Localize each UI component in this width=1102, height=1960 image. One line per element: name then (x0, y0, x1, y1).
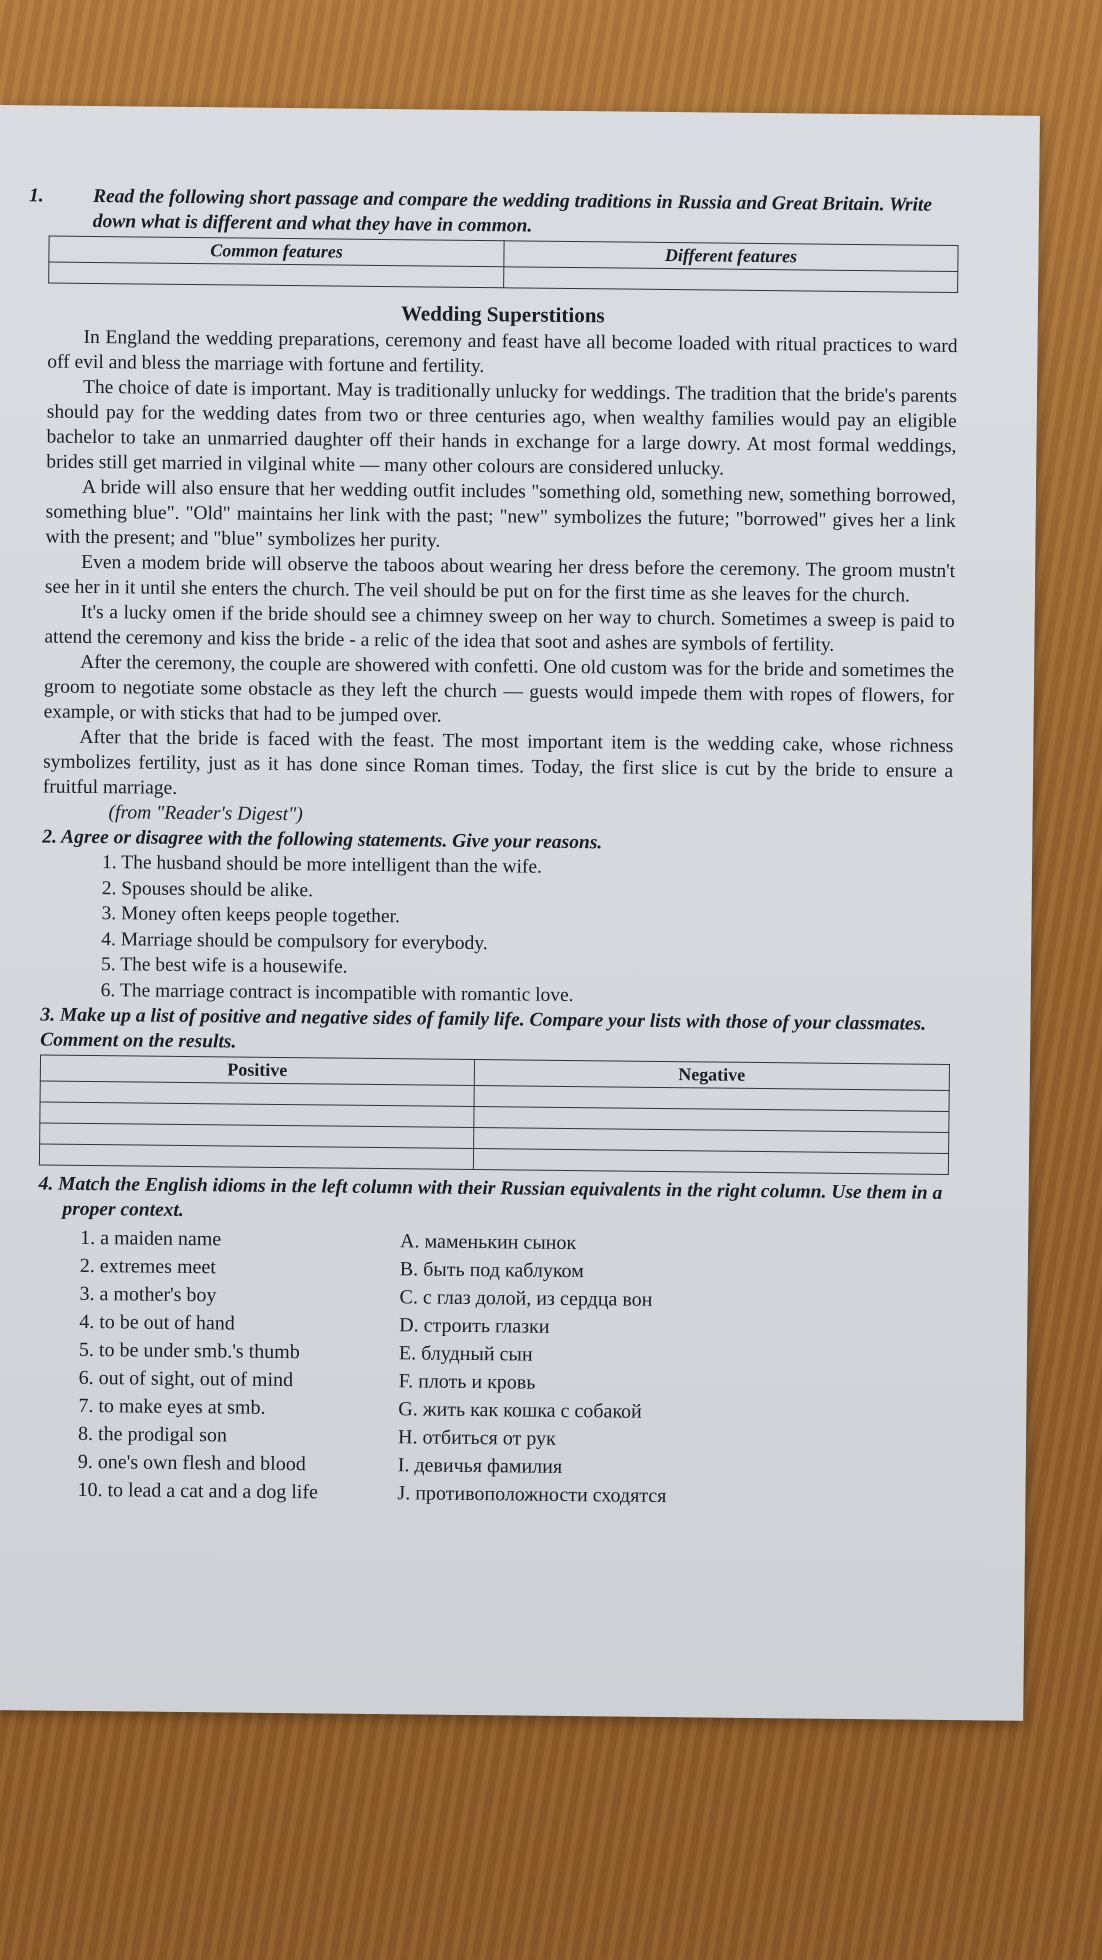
english-idiom: 7. to make eyes at smb. (78, 1394, 266, 1419)
passage-paragraph: Even a modem bride will observe the taboos about wearing her dress before the ceremony. The groom mustn't see her in it until she enters the church. The veil should be put on for the first time as she leaves for the church. (44, 551, 956, 607)
russian-equivalent: H. отбиться от рук (397, 1426, 556, 1450)
russian-equivalent: D. строить глазки (399, 1314, 550, 1338)
russian-equivalent: I. девичья фамилия (397, 1454, 563, 1478)
task-4-text: Match the English idioms in the left column with their Russian equivalents in the right column. Use them in a proper context. (58, 1173, 943, 1221)
task-3-table (39, 1054, 950, 1175)
english-idiom: 9. one's own flesh and blood (77, 1450, 306, 1476)
task-4-number: 4. (38, 1173, 54, 1195)
passage-paragraph: After that the bride is faced with the feast. The most important item is the wedding cake, whose richness symbolizes fertility, just as it has done since Roman times. Today, the first slice is cut by the bride to ensure a fruitful marriage. (42, 726, 954, 799)
task-2-text: Agree or disagree with the following statements. Give your reasons. (61, 826, 603, 854)
english-idiom: 6. out of sight, out of mind (78, 1366, 294, 1392)
english-idiom: 3. a mother's boy (79, 1282, 217, 1307)
task-2-number: 2. (42, 826, 58, 848)
task-1-text: Read the following short passage and compare the wedding traditions in Russia and Great Britain. Write down what is different and what they have in common. (92, 185, 933, 237)
passage-paragraph: It's a lucky omen if the bride should see a chimney sweep on her way to church. Sometimes a sweep is paid to attend the ceremony and kiss the bride - a relic of the idea that soot and ashes are symbols of fertility. (44, 601, 955, 656)
statement-item: 4. Marriage should be compulsory for everybody. (101, 928, 488, 954)
common-features-header: Common features (49, 236, 504, 267)
russian-equivalent: J. противоположности сходятся (397, 1482, 667, 1508)
english-idiom: 4. to be out of hand (79, 1310, 235, 1335)
russian-equivalents-column (397, 1227, 669, 1510)
russian-equivalent: A. маменькин сынок (400, 1230, 577, 1255)
russian-equivalent: B. быть под каблуком (399, 1258, 584, 1283)
positive-cell[interactable] (39, 1144, 473, 1170)
english-idiom: 2. extremes meet (79, 1254, 217, 1279)
passage-paragraph: A bride will also ensure that her wedding outfit includes "something old, something new, something borrowed, something blue". "Old" maintains her link with the past; "new" symbolizes the future; "borrowed" gives her a link with the present; and "blue" symbolizes her purity. (45, 476, 957, 552)
common-features-cell[interactable] (49, 262, 504, 288)
positive-header: Positive (40, 1055, 474, 1086)
statements-list (41, 849, 953, 1012)
russian-equivalent: E. блудный сын (398, 1342, 533, 1366)
task-1-number: 1. (28, 185, 44, 207)
statement-item: 1. The husband should be more intelligent than the wife. (101, 852, 543, 878)
task-4-instruction (38, 1171, 948, 1231)
passage-paragraph: In England the wedding preparations, ceremony and feast have all become loaded with ritual practices to ward off evil and bless the marriage with fortune and fertility. (47, 326, 958, 378)
passage-title: Wedding Superstitions (400, 301, 605, 328)
statement-item: 3. Money often keeps people together. (101, 903, 401, 928)
different-features-cell[interactable] (504, 267, 958, 293)
task-1-instruction (28, 184, 959, 244)
statement-item: 5. The best wife is a housewife. (100, 954, 348, 978)
passage-paragraph: After the ceremony, the couple are showered with confetti. One old custom was for the bride and sometimes the groom to negotiate some obstacle as they left the church — guests would impede them with ropes of flowers, for example, or with sticks that had to be jumped over. (43, 651, 955, 727)
task-3-instruction (40, 1002, 950, 1062)
english-idiom: 5. to be under smb.'s thumb (78, 1338, 300, 1364)
task-1-table (48, 236, 958, 294)
statement-item: 6. The marriage contract is incompatible with romantic love. (100, 979, 574, 1006)
english-idiom: 8. the prodigal son (77, 1422, 228, 1447)
russian-equivalent: F. плоть и кровь (398, 1370, 536, 1394)
russian-equivalent: C. с глаз долой, из сердца вон (399, 1286, 653, 1311)
english-idioms-column (77, 1224, 400, 1507)
english-idiom: 10. to lead a cat and a dog life (77, 1478, 319, 1504)
task-3-text: Make up a list of positive and negative sides of family life. Compare your lists with those of your classmates. Comment on the results. (40, 1004, 927, 1053)
negative-header: Negative (474, 1060, 949, 1091)
passage-paragraph: The choice of date is important. May is traditionally unlucky for weddings. The tradition that the bride's parents should pay for the wedding dates from two or three centuries ago, when wealthy families would pay an eligible bachelor to take an unmarried daughter off their hands in exchange for a large dowry. At most formal weddings, brides still get married in vilginal white — many other colours are considered unlucky. (46, 376, 958, 480)
idioms-matching (35, 1223, 948, 1513)
english-idiom: 1. a maiden name (80, 1226, 222, 1251)
statement-item: 2. Spouses should be alike. (101, 877, 314, 901)
different-features-header: Different features (504, 241, 958, 272)
russian-equivalent: G. жить как кошка с собакой (398, 1398, 642, 1423)
task-3-number: 3. (40, 1004, 56, 1026)
negative-cell[interactable] (473, 1149, 948, 1175)
worksheet-page (0, 105, 1040, 1721)
worksheet-content (28, 184, 959, 1513)
passage-source: (from "Reader's Digest") (108, 802, 303, 826)
